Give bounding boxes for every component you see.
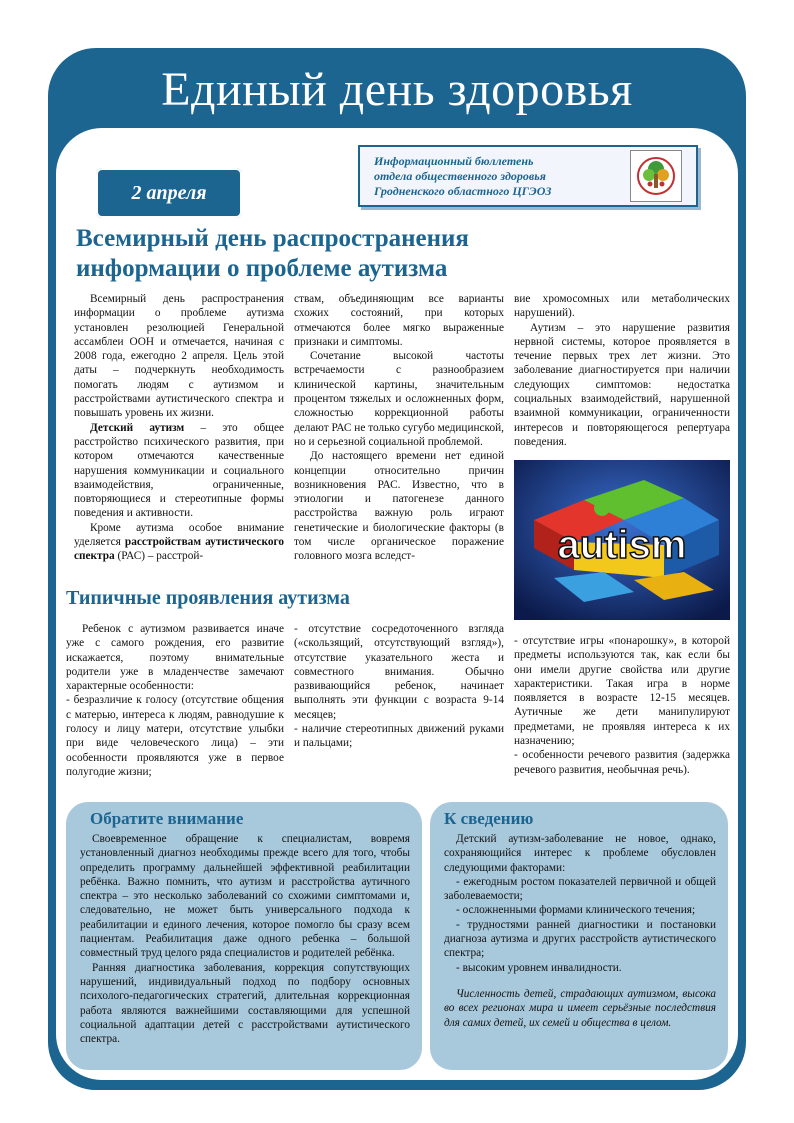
article-title (76, 224, 469, 284)
article-title-line: Всемирный день распространения (76, 225, 469, 252)
attention-title: Обратите внимание (90, 809, 244, 828)
bulletin-line: отдела общественного здоровья (374, 168, 546, 183)
paragraph-text: (РАС) – расстрой- (114, 550, 204, 563)
paragraph-text: – это общее расстройство психического развития, при котором отмечаются качественные нарушения коммуникации и социального взаимодействия, ограниченные, повторяющиеся и стереотипные формы поведения и активности. (74, 421, 284, 520)
paragraph: вие хромосомных или метаболических нарушений). (514, 293, 730, 320)
paragraph: - безразличие к голосу (отсутствие общения с матерью, интереса к людям, равнодушие к голосу и лицу матери, отсутствие улыбки при виде человеческого лица) – эти особенности проявляются уже в первое полугодие жизни; (66, 694, 284, 778)
typical-section-title: Типичные проявления аутизма (66, 587, 350, 609)
typical-column-1 (66, 622, 284, 779)
term-bold: расстройствам аутистического спектра (74, 536, 284, 563)
typical-column-2 (294, 622, 504, 751)
list-item: - высоким уровнем инвалидности. (456, 961, 622, 974)
autism-puzzle-image (514, 460, 730, 620)
list-item: - ежегодным ростом показателей первичной и общей заболеваемости; (444, 875, 716, 903)
newsletter-title: Единый день здоровья (161, 63, 633, 116)
article-column-1 (74, 292, 284, 564)
bulletin-info-box (358, 145, 698, 207)
bulletin-line: Информационный бюллетень (374, 153, 534, 168)
note-paragraph: Численность детей, страдающих аутизмом, высока во всех регионах мира и имеет серьёзные последствия для самих детей, их семей и общества в целом. (444, 987, 716, 1029)
image-word: autism (557, 523, 687, 567)
paragraph: ствам, объединяющим все варианты схожих состояний, при которых отмечаются более мягко выраженные признаки и симптомы. (294, 293, 504, 348)
paragraph: Детский аутизм-заболевание не новое, однако, сохраняющийся интерес к проблеме обусловлен следующими факторами: (444, 833, 716, 874)
paragraph: До настоящего времени нет единой концепции относительно причин возникновения РАС. Известно, что в этиологии и патогенезе данного расстройства важную роль играют генетические и биологические факторы (в том числе органическое поражение головного мозга вследст- (294, 450, 504, 563)
health-center-logo-icon (630, 150, 682, 202)
info-box (430, 802, 728, 1070)
bulletin-line: Гродненского областного ЦГЭОЗ (374, 183, 552, 198)
info-title: К сведению (444, 809, 534, 828)
article-title-line: информации о проблеме аутизма (76, 255, 448, 282)
paragraph: - особенности речевого развития (задержка речевого развития, необычная речь). (514, 749, 730, 776)
paragraph: - отсутствие игры «понарошку», в которой предметы используются так, как если бы они имели другие свойства или другие характеристики. Такая игра в норме появляется в возрасте 12-15 месяцев. Аутичные же дети манипулируют предметами, не проявляя интереса к их назначению; (514, 635, 730, 748)
article-column-3 (514, 292, 730, 449)
paragraph: Аутизм – это нарушение развития нервной системы, которое проявляется в течение первых трех лет жизни. Это заболевание диагностируется при наличии следующих симптомов: недостатка социальных взаимодействий, нарушенной взаимной коммуникации, ограниченности интересов и повторяющегося репертуара поведения. (514, 321, 730, 448)
paragraph: Ранняя диагностика заболевания, коррекция сопутствующих нарушений, индивидуальный подход по подбору основных психолого-педагогических стратегий, длительная коррекционная работа являются важнейшими составляющими для успешной социальной адаптации детей с расстройствами аутистического спектра. (80, 961, 410, 1046)
bulletin-text (360, 154, 630, 199)
attention-box (66, 802, 422, 1070)
paragraph: Своевременное обращение к специалистам, вовремя установленный диагноз необходимы прежде всего для того, чтобы определить программу дальнейшей эффективной реабилитации ребёнка. Важно помнить, что аутизм и расстройства аутичного спектра – это несколько заболеваний со схожими симптомами и, следовательно, не может быть универсального подхода к реабилитации и единого лечения, которое помогло бы сразу всем пациентам. Реабилитация даже одного ребенка – большой совместный труд целого ряда специалистов и родителей ребёнка. (80, 833, 410, 960)
typical-column-3 (514, 634, 730, 777)
paragraph-text: Кроме аутизма особое внимание уделяется (74, 521, 284, 549)
paragraph: - отсутствие сосредоточенного взгляда («скользящий, отсутствующий взгляд»), отсутствие указательного жеста и совместного внимания. Обычно развивающийся ребенок, начинает выполнять эти функции с возраста 9-14 месяцев; (294, 623, 504, 721)
term-bold: Детский аутизм (90, 421, 185, 434)
paragraph: Всемирный день распространения информации о проблеме аутизма установлен резолюцией Генеральной ассамблеи ООН и отмечается, начиная с 2008 года, ежегодно 2 апреля. Цель этой даты – подчеркнуть необходимость помогать людям с аутизмом и расстройствами аутистического спектра и повышать уровень их жизни. (74, 293, 284, 420)
paragraph: - наличие стереотипных движений руками и пальцами; (294, 723, 504, 750)
article-column-2 (294, 292, 504, 564)
list-item: - трудностями ранней диагностики и постановки диагноза аутизма и других расстройств аутистического спектра; (444, 918, 716, 960)
paragraph (74, 521, 284, 564)
paragraph: Ребенок с аутизмом развивается иначе уже с самого рождения, его развитие искажается, поэтому внимательные родители уже в младенчестве замечают характерные особенности: (66, 623, 284, 693)
date-badge: 2 апреля (96, 168, 242, 218)
list-item: - осложненными формами клинического течения; (456, 904, 696, 917)
paragraph (74, 421, 284, 521)
paragraph: Сочетание высокой частоты встречаемости с разнообразием клинической картины, значительным процентом тяжелых и осложненных форм, сложностью коррекционной работы делают РАС не только сугубо медицинской, но и серьезной социальной проблемой. (294, 350, 504, 448)
